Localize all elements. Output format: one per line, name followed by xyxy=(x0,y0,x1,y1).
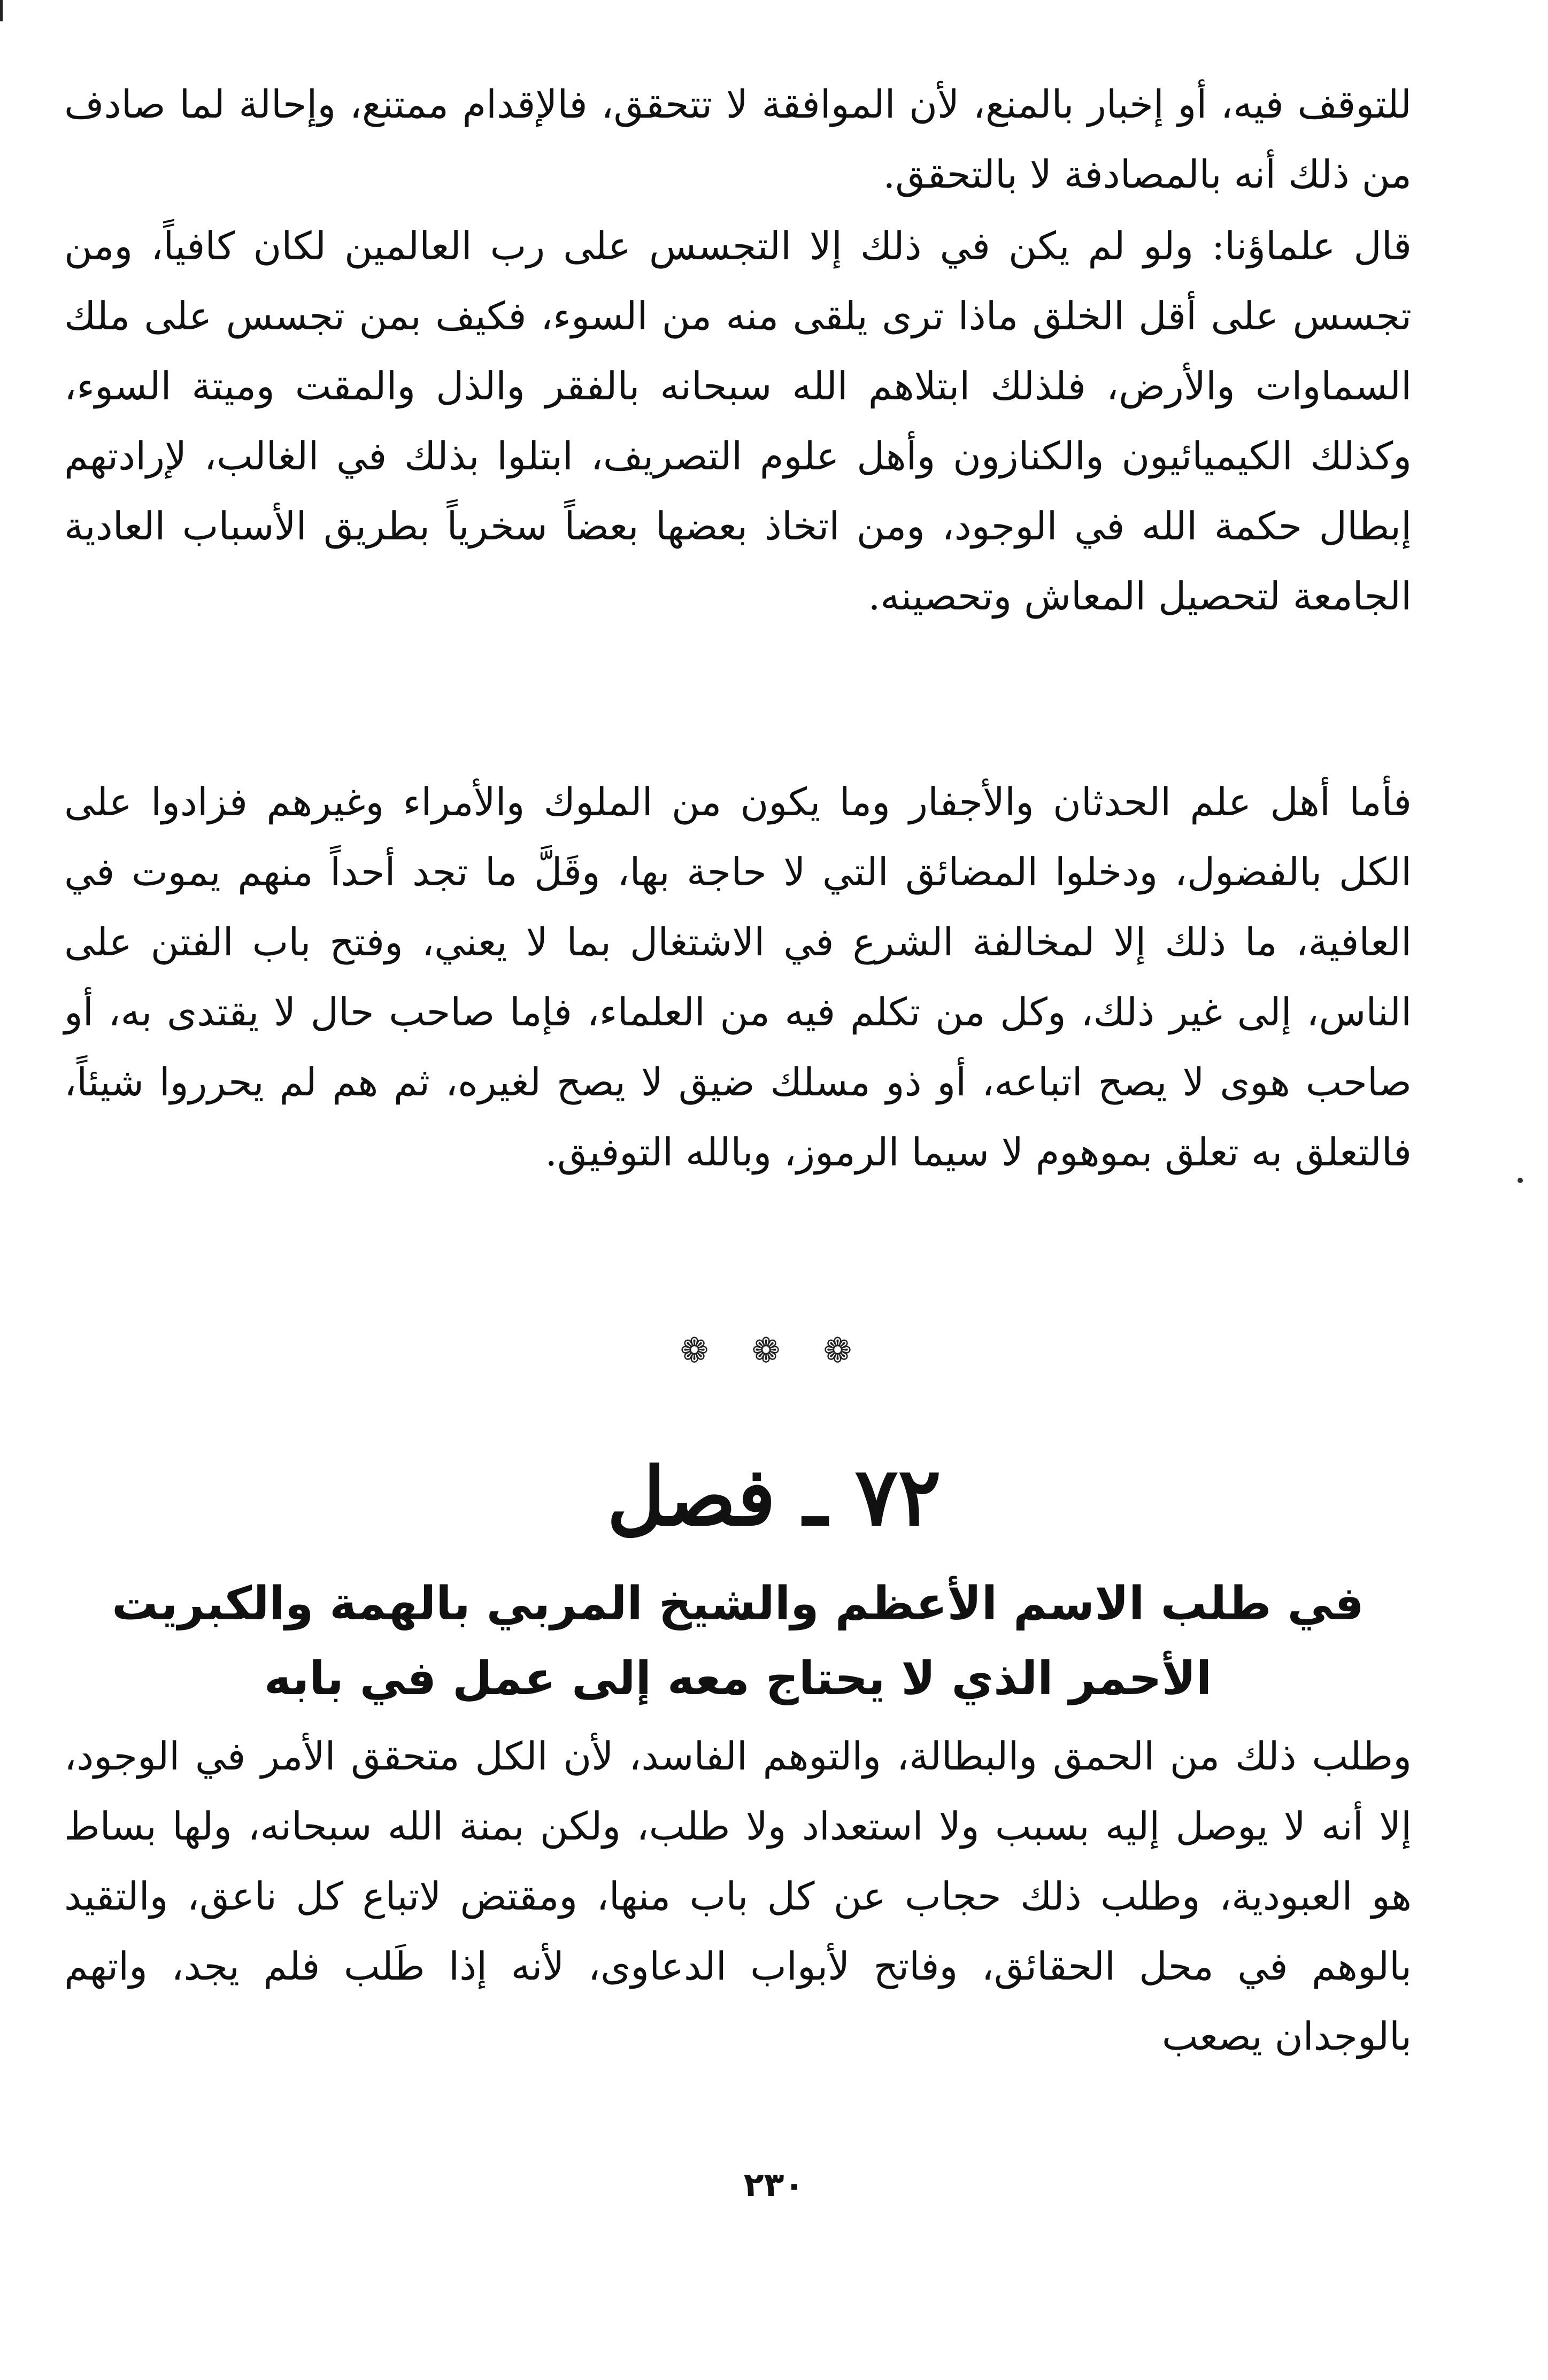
section-heading-title: في طلب الاسم الأعظم والشيخ المربي بالهمة والكبريت الأحمر الذي لا يحتاج معه إلى عمل في بابه xyxy=(112,1577,1364,1705)
paragraph-1 xyxy=(64,69,1412,210)
paragraph-3-text: فأما أهل علم الحدثان والأجفار وما يكون من الملوك والأمراء وغيرهم فزادوا على الكل بالفضول، ودخلوا المضائق التي لا حاجة بها، وقَلَّ ما تجد أحداً منهم يموت في العافية، ما ذلك إلا لمخالفة الشرع في الاشتغال بما لا يعني، وفتح باب الفتن على الناس، إلى غير ذلك، وكل من تكلم فيه من العلماء، فإما صاحب حال لا يقتدى به، أو صاحب هوى لا يصح اتباعه، أو ذو مسلك ضيق لا يصح لغيره، ثم هم لم يحرروا شيئاً، فالتعلق به تعلق بموهوم لا سيما الرموز، وبالله التوفيق. xyxy=(64,779,1412,1174)
paragraph-2-text: قال علماؤنا: ولو لم يكن في ذلك إلا التجسس على رب العالمين لكان كافياً، ومن تجسس على أقل الخلق ماذا ترى يلقى منه من السوء، فكيف بمن تجسس على ملك السماوات والأرض، فلذلك ابتلاهم الله سبحانه بالفقر والذل والمقت وميتة السوء، وكذلك الكيميائيون والكنازون وأهل علوم التصريف، ابتلوا بذلك في الغالب، لإرادتهم إبطال حكمة الله في الوجود، ومن اتخاذ بعضها بعضاً سخرياً بطريق الأسباب العادية الجامعة لتحصيل المعاش وتحصينه. xyxy=(64,223,1412,619)
paragraph-4 xyxy=(64,1721,1412,2072)
paragraph-1-text: للتوقف فيه، أو إخبار بالمنع، لأن الموافقة لا تتحقق، فالإقدام ممتنع، وإحالة لما صادف من ذلك أنه بالمصادفة لا بالتحقق. xyxy=(64,82,1412,197)
paragraph-2 xyxy=(64,211,1412,631)
paragraph-3 xyxy=(64,767,1412,1187)
scan-edge-mark xyxy=(0,0,3,21)
section-separator: ❁ ❁ ❁ xyxy=(680,1331,868,1371)
page-number: ٢٣٠ xyxy=(743,2165,805,2204)
paragraph-4-text: وطلب ذلك من الحمق والبطالة، والتوهم الفاسد، لأن الكل متحقق الأمر في الوجود، إلا أنه لا يوصل إليه بسبب ولا استعداد ولا طلب، ولكن بمنة الله سبحانه، ولها بساط هو العبودية، وطلب ذلك حجاب عن كل باب منها، ومقتض لاتباع كل ناعق، والتقيد بالوهم في محل الحقائق، وفاتح لأبواب الدعاوى، لأنه إذا طَلب فلم يجد، واتهم بالوجدان يصعب xyxy=(64,1734,1412,2059)
section-heading-number: ٧٢ ـ فصل xyxy=(607,1450,941,1544)
stray-dot xyxy=(1518,1178,1523,1183)
